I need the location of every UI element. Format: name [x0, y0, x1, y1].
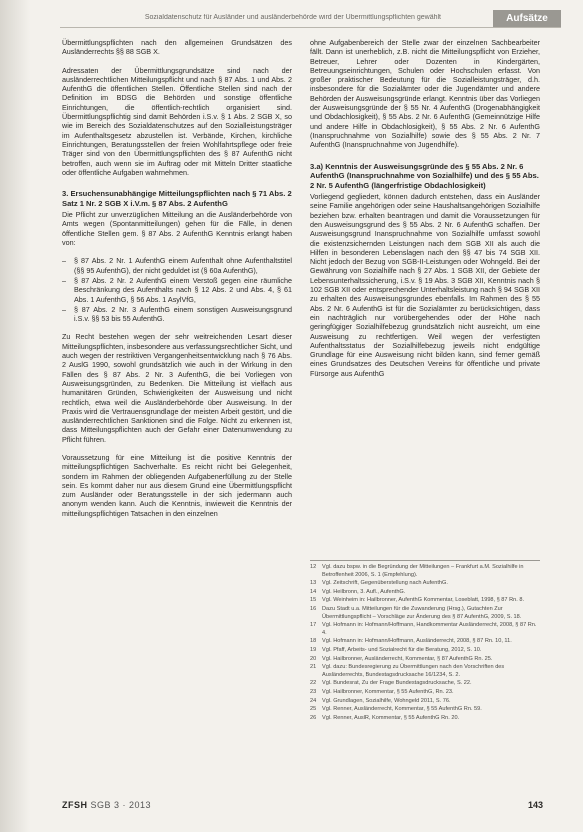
- footnote: 20 Vgl. Hailbronner, Ausländerrecht, Kommentar, § 87 AufenthG Rn. 25.: [310, 655, 493, 662]
- page-footer: [62, 800, 543, 814]
- paragraph: Übermittlungspflichten nach den allgemeinen Grundsätzen des Ausländerrechts §§ 88 SGB X.: [62, 38, 292, 57]
- footnote: 26 Vgl. Renner, AuslR, Kommentar, § 55 AufenthG Rn. 20.: [310, 714, 460, 721]
- running-head: [60, 10, 561, 28]
- right-column: [310, 38, 540, 387]
- paragraph: Vorliegend gegliedert, können dadurch entstehen, dass ein Ausländer seine Familie angehörigen oder seine Haushaltsangehörigen Sozialhilfe beziehen bzw. erhalten beantragen und damit die Voraussetzungen für den Ausweisungsgrund des § 55 Abs. 2 Nr. 6 AufenthG schaffen. Der Ausweisungsgrund Inanspruchnahme von Sozialhilfe umfasst sowohl die existenzsichernden Leistungen nach dem SGB XII als auch die Hilfen in besonderen Lebenslagen nach den §§ 47 bis 74 SGB XII. Nicht jedoch der Bezug von SGB-II-Leistungen oder Wohngeld. Bei der Gewährung von Sozialhilfe nach § 27 Abs. 1 SGB XII, der Gebiete der Lebensunterhaltssicherung, i.S.v. § 19 Abs. 3 SGB XII, Kenntnis nach § 102 SGB XII oder entsprechender Unterhaltsleistung nach § 94 SGB XII zu erhalten des Ausweisungsgrundes ebenfalls. Im Rahmen des § 55 Abs. 2 Nr. 6 AufenthG ist für die Sozialämter zu berücksichtigen, dass ein nachträglich nur vorübergehendes oder der Höhe nach geringfügiger Sozialhilfebezug grundsätzlich nicht ausreicht, um eine Ausweisung zu rechtfertigen. Weil wegen der verfestigten Aufenthaltsstatus der Sozialhilfebezug jeweils nicht endgültige Grundlage für eine Ausweisung nicht bilden kann, sind ferner gemäß eines Grundsatzes des Deutschen Vereins für öffentliche und private Fürsorge aus AufenthG: [310, 192, 540, 378]
- paragraph: ohne Aufgabenbereich der Stelle zwar der einzelnen Sachbearbeiter fällt. Dann ist unerheblich, z.B. nicht die Mitteilungspflicht von Erzieher, Betreuer, Lehrer oder Dozenten in Kindergärten, Betreuungseinrichtungen, Schulen oder Hochschulen erfasst. Von großer praktischer Bedeutung für die Sozialleistungsträger, d.h. insbesondere für die Sozialämter oder die Jugendämter und andere Behörden der Ausweisungsgründe erlangt. Kenntnis über das Vorliegen der Ausweisungsgründe der § 55 Nr. 4 AufenthG (Drogenabhängigkeit und Obdachlosigkeit), § 55 Abs. 2 Nr. 6 AufenthG (Gemeinnützige Hilfe und andere Hilfe in Obdachlosigkeit), § 55 Abs. 2 Nr. 6 AufenthG (Inanspruchnahme von Sozialhilfe) sowie des § 55 Abs. 2 Nr. 7 AufenthG (Inanspruchnahme von Jugendhilfe).: [310, 38, 540, 150]
- footnote: 23 Vgl. Hailbronner, Kommentar, § 55 AufenthG, Rn. 23.: [310, 688, 454, 695]
- paragraph: Voraussetzung für eine Mitteilung ist die positive Kenntnis der mitteilungspflichtigen Sachverhalte. Es reicht nicht bei Gelegenheit, sondern im Rahmen der obliegenden Aufgabenerfüllung zu der Stelle sein. Es kommt daher nur aus diesem Grund eine Übermittlungspflicht zum Ausländer oder Beratungsstelle in der sich jedermann auch anonym wenden kann. Auch die Kenntnis, inwieweit die Kenntnis der mitteilungspflichtigen Tatsachen in den einzelnen: [62, 452, 292, 518]
- footnote: 14 Vgl. Heilbronn, 3. Aufl., AufenthG.: [310, 588, 406, 595]
- footnote: 17 Vgl. Hofmann in: Hofmann/Hoffmann, Handkommentar Ausländerrecht, 2008, § 87 Rn. 4.: [310, 622, 537, 636]
- list-item: – § 87 Abs. 2 Nr. 3 AufenthG einem sonstigen Ausweisungsgrund i.S.v. §§ 53 bis 55 AufenthG.: [62, 305, 292, 324]
- list-item: – § 87 Abs. 2 Nr. 1 AufenthG einem Aufenthalt ohne Aufenthaltstitel (§§ 95 AufenthG), der nicht geduldet ist (§ 60a AufenthG),: [62, 256, 292, 275]
- footnote: 22 Vgl. Bundesrat, Zu der Frage Bundestagsdrucksache, S. 22.: [310, 680, 472, 687]
- list-item: – § 87 Abs. 2 Nr. 2 AufenthG einem Verstoß gegen eine räumliche Beschränkung des Aufenthalts nach § 12 Abs. 2 und Abs. 4, § 61 Abs. 1 AufenthG, § 56 Abs. 1 AsylVfG,: [62, 276, 292, 304]
- footnote: 16 Dazu Stadt u.a. Mitteilungen für die Zuwanderung (Hrsg.), Gutachten Zur Übermittlungspflicht – Vorschläge zur Änderung des § 87 AufenthG, 2009, S. 18.: [310, 605, 522, 620]
- footnote: 21 Vgl. dazu: Bundesregierung zu Übermittlungen nach den Vorschriften des Ausländerrechts, Bundestagsdrucksache 16/1234, S. 2.: [310, 664, 505, 678]
- running-head-text: Sozialdatenschutz für Ausländer und ausländerbehörde wird der Übermittlungspflichten gewählt: [144, 14, 441, 21]
- paragraph: Adressaten der Übermittlungsgrundsätze sind nach der ausländerrechtlichen Mitteilungspflicht und nach § 87 Abs. 1 und Abs. 2 AufenthG die öffentlichen Stellen. Öffentliche Stellen sind nach der Definition im BDSG die Behörden und sonstige öffentliche Einrichtungen, die öffentlich-rechtlich organisiert sind. Übermittlungspflichtig sind damit Behörden i.S.v. § 1 Abs. 2 SGB X, so wie im Bereich des Sozialdatenschutzes auf den Sozialleistungsträger im Aufenthaltsgesetz abzustellen ist. Verbände, Kirchen, kirchliche Einrichtungen, Beratungsstellen der freien Wohlfahrtspflege oder freie Träger sind von den Übermittlungspflichten des § 87 AufenthG nicht betroffen, auch wenn sie im Auftrag oder mit Mitteln Dritter staatliche oder öffentliche Aufgaben wahrnehmen.: [62, 65, 292, 177]
- bullet-list: [62, 256, 292, 323]
- page-number: 143: [527, 800, 543, 810]
- paragraph: Zu Recht bestehen wegen der sehr weitreichenden Lesart dieser Mitteilungspflichten, insbesondere aus verfassungsrechtlicher Sicht, und auch wegen der restriktiven Vergangenheitsentwicklung nach § 76 Abs. 2 AuslG 1990, sowohl grundsätzlich wie auch in der Wirkung in den Fällen des § 87 Abs. 2 Nr. 3 AufenthG, die bei Vorliegen von Ausweisungsgründen, zu Bedenken. Die Mitteilung ist vielfach aus humanitären Gründen, Schwierigkeiten der Ausweisung und nicht rechtlich, etwa weil die Ausländerbehörde über Ausweisung. In der Praxis wird die Vertrauensgrundlage der meisten Arbeit gestört, und die ausländerrechtlichen Sanktionen sind die Folge. Nicht zu erkennen ist, dass Mitteilungspflichten auch der Gefahr einer Datenumwendung zu Pflicht führen.: [62, 332, 292, 444]
- footnote: 12 Vgl. dazu bspw. in die Begründung der Mitteilungen – Frankfurt a.M. Sozialhilfe in Betroffenheit 2006, S. 1 (Empfehlung).: [310, 564, 524, 578]
- section-heading: 3. Ersuchensunabhängige Mitteilungspflichten nach § 71 Abs. 2 Satz 1 Nr. 2 SGB X i.V.m. § 87 Abs. 2 AufenthG: [62, 189, 292, 208]
- footnote: 13 Vgl. Zeitschrift, Gegenüberstellung nach AufenthG.: [310, 580, 448, 587]
- footnotes: [310, 560, 540, 723]
- footnote: 24 Vgl. Grundlagen, Sozialhilfe, Wohngeld 2011, S. 76.: [310, 697, 451, 704]
- left-column: [62, 38, 292, 527]
- footnote: 25 Vgl. Renner, Ausländerrecht, Kommentar, § 55 AufenthG Rn. 59.: [310, 706, 482, 713]
- journal-name: ZFSH SGB 3 · 2013: [62, 800, 152, 810]
- footnote: 18 Vgl. Hofmann in: Hofmann/Hoffmann, Ausländerrecht, 2008, § 87 Rn. 10, 11.: [310, 638, 512, 645]
- paragraph: Die Pflicht zur unverzüglichen Mitteilung an die Ausländerbehörde von Amts wegen (Spontanmitteilungen) gehen für die Fälle, in denen öffentliche Stellen gem. § 87 Abs. 2 AufenthG Kenntnis erlangt haben von:: [62, 210, 292, 248]
- binding-shadow: [0, 0, 30, 832]
- section-label: Aufsätze: [493, 10, 561, 27]
- section-heading: 3.a) Kenntnis der Ausweisungsgründe des § 55 Abs. 2 Nr. 6 AufenthG (Inanspruchnahme von Sozialhilfe) und des § 55 Abs. 2 Nr. 5 AufenthG (längerfristige Obdachlosigkeit): [310, 161, 539, 190]
- footnote: 19 Vgl. Pfaff, Arbeits- und Sozialrecht für die Beratung, 2012, S. 10.: [310, 646, 482, 653]
- footnote: 15 Vgl. Weinheim in: Hailbronner, AufenthG Kommentar, Loseblatt, 1998, § 87 Rn. 8.: [310, 597, 525, 604]
